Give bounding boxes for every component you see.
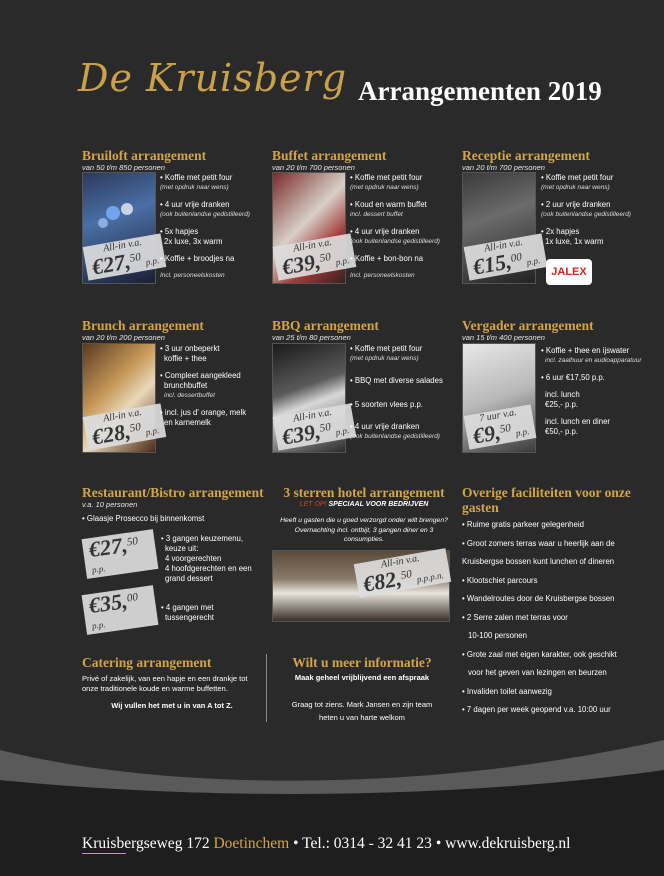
receptie-section: [462, 148, 642, 172]
catering-section: [82, 655, 262, 710]
vergader-section: [462, 318, 642, 342]
bbq-title: BBQ arrangement: [272, 318, 379, 333]
info-text: Graag tot ziens. Mark Jansen en zijn team heten u van harte welkom: [291, 700, 433, 722]
list-item: • Koffie + broodjes na: [160, 254, 235, 263]
list-item: • Koffie + thee en ijswater incl. zaalhuur en audioapparatuur: [541, 346, 642, 364]
receptie-list: [541, 173, 659, 254]
list-item: • BBQ met diverse salades: [350, 376, 443, 385]
bbq-price: All-in v.a. €39,50 p.p.: [273, 403, 357, 450]
list-item: • 2 uur vrije dranken (ook buitenlandse gedistilleerd): [541, 200, 631, 218]
hotel-price: All-in v.a. €82,50 p.p.p.n.: [354, 548, 451, 598]
list-item: incl. lunch €25,- p.p.: [545, 390, 580, 409]
buffet-list: [350, 173, 458, 281]
list-item: • 4 uur vrije dranken (ook buitenlandse gedistilleerd): [350, 227, 440, 245]
vergader-price: 7 uur v.a. €9,50 p.p.: [464, 404, 537, 449]
catering-text: Privé of zakelijk, van een hapje en een drankje tot onze traditionele koude en warme buffetten.: [82, 674, 248, 693]
catering-bold: Wij vullen het met u in van A tot Z.: [111, 701, 233, 710]
bruiloft-price: All-in v.a. €27,50 p.p.: [83, 233, 167, 280]
list-item: • Koffie met petit four (met opdruk naar wens): [541, 173, 614, 191]
restaurant-price-1: €27,50 p.p.: [82, 529, 159, 579]
overige-list: • Ruime gratis parkeer gelegenheid • Groot zomers terras waar u heerlijk aan de Kruisbergse bossen kunt lunchen of dineren • Klootschiet parcours • Wandelroutes door de Kruisbergse bossen • 2 Serre zalen met terras voor 10-100 personen • Grote zaal met eigen karakter, ook geschikt voor het geven van lezingen en beurzen • Invaliden toilet aanwezig • 7 dagen per week geopend v.a. 10:00 uur: [462, 520, 617, 714]
buffet-incl: Incl. personeelskosten: [350, 272, 415, 279]
buffet-sub: van 20 t/m 700 personen: [272, 163, 355, 172]
overige-section: [462, 485, 657, 515]
list-item: • 4 uur vrije dranken (ook buitenlandse gedistilleerd): [160, 200, 250, 218]
bruiloft-title: Bruiloft arrangement: [82, 148, 207, 163]
list-item: • Koffie + bon-bon na: [350, 254, 424, 263]
list-item: • Koud en warm buffet incl. dessert buffet: [350, 200, 427, 218]
bruiloft-list: [160, 173, 266, 281]
brunch-price: All-in v.a. €28,50 p.p.: [83, 403, 167, 450]
list-item: • 4 uur vrije dranken (ook buitenlandse gedistilleerd): [350, 422, 440, 440]
list-item: • 5 soorten vlees p.p.: [350, 400, 423, 409]
kruisberg-logo: De Kruisberg: [78, 56, 348, 100]
brunch-list: [160, 344, 264, 435]
header: [0, 0, 664, 130]
bruiloft-sub: van 50 t/m 850 personen: [82, 163, 165, 172]
buffet-title: Buffet arrangement: [272, 148, 387, 163]
info-bold: Maak geheel vrijblijvend een afspraak: [294, 673, 430, 682]
jalex-logo: JALEX: [546, 259, 592, 285]
list-item: • 3 uur onbeperkt koffie + thee: [160, 344, 220, 363]
brunch-title: Brunch arrangement: [82, 318, 204, 333]
overige-title: Overige faciliteiten voor onze gasten: [462, 485, 631, 515]
list-item: incl. lunch en diner €50,- p.p.: [545, 417, 611, 436]
restaurant-title: Restaurant/Bistro arrangement: [82, 485, 264, 500]
bbq-list: [350, 344, 458, 449]
restaurant-menu-2: • 4 gangen met tussengerecht: [161, 603, 214, 622]
vergader-sub: van 15 t/m 400 personen: [462, 333, 545, 342]
bbq-section: [272, 318, 452, 342]
divider: [266, 654, 267, 722]
page-title: Arrangementen 2019: [358, 76, 602, 106]
list-item: • Compleet aangekleed brunchbuffet incl. dessertbuffet: [160, 371, 241, 399]
footer-contact: Kruisbergseweg 172 Doetinchem • Tel.: 0314 - 32 41 23 • www.dekruisberg.nl: [82, 835, 571, 852]
list-item: • 2x hapjes 1x luxe, 1x warm: [541, 227, 604, 246]
list-item: • 6 uur €17,50 p.p.: [541, 373, 605, 382]
buffet-section: [272, 148, 452, 172]
restaurant-sub: v.a. 10 personen: [82, 500, 138, 509]
list-item: • Koffie met petit four (met opdruk naar wens): [160, 173, 233, 191]
catering-title: Catering arrangement: [82, 655, 212, 670]
info-title: Wilt u meer informatie?: [292, 655, 432, 670]
hotel-desc: Heeft u gasten die u goed verzorgd onder wilt brengen? Overnachting incl. ontbijt, 3 gangen diner en 3 consumpties.: [280, 517, 448, 543]
bruiloft-section: [82, 148, 262, 172]
vergader-list: [541, 346, 659, 444]
footer-underline: [82, 853, 126, 854]
website-link[interactable]: www.dekruisberg.nl: [445, 835, 571, 852]
list-item: • Koffie met petit four (met opdruk naar wens): [350, 344, 423, 362]
list-item: • 5x hapjes 2x luxe, 3x warm: [160, 227, 223, 246]
brunch-section: [82, 318, 262, 342]
hotel-title: 3 sterren hotel arrangement: [283, 485, 445, 500]
hotel-tag: LET OP! SPECIAAL VOOR BEDRIJVEN: [299, 501, 429, 508]
footer-wave: [0, 720, 664, 800]
restaurant-price-2: €35,00 p.p.: [82, 585, 159, 635]
restaurant-intro: • Glaasje Prosecco bij binnenkomst: [82, 514, 205, 523]
list-item: • Koffie met petit four (met opdruk naar wens): [350, 173, 423, 191]
buffet-price: All-in v.a. €39,50 p.p.: [273, 233, 357, 280]
vergader-title: Vergader arrangement: [462, 318, 594, 333]
list-item: • incl. jus d' orange, melk en karnemelk: [160, 408, 247, 427]
info-section: [272, 655, 452, 724]
hotel-section: [272, 485, 456, 545]
restaurant-menu-1: • 3 gangen keuzemenu, keuze uit: 4 voorgerechten 4 hoofdgerechten en een grand dessert: [161, 534, 252, 583]
bruiloft-incl: Incl. personeelskosten: [160, 272, 225, 279]
brunch-sub: van 20 t/m 200 personen: [82, 333, 165, 342]
bbq-sub: van 25 t/m 80 personen: [272, 333, 351, 342]
receptie-title: Receptie arrangement: [462, 148, 590, 163]
restaurant-section: [82, 485, 266, 523]
receptie-sub: van 20 t/m 700 personen: [462, 163, 545, 172]
receptie-price: All-in v.a. €15,00 p.p.: [464, 233, 548, 280]
